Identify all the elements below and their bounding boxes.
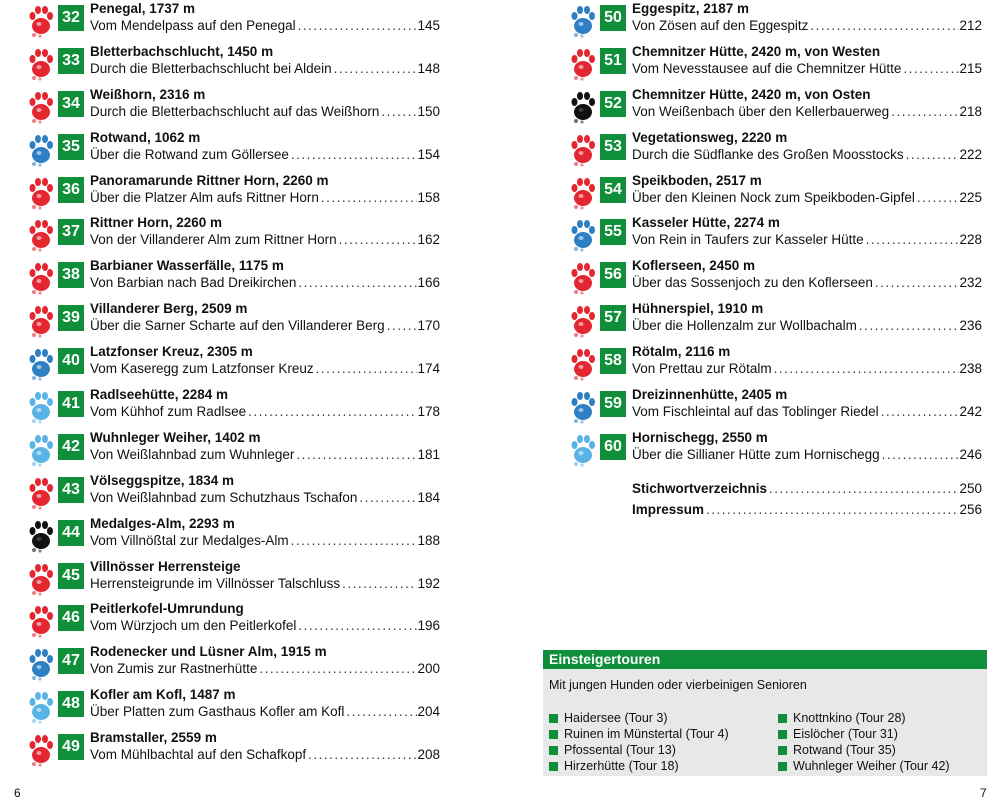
paw-icon — [28, 131, 54, 167]
page-reference: 215 — [959, 60, 982, 76]
tour-number-badge: 58 — [600, 348, 626, 374]
page-reference: 192 — [417, 575, 440, 591]
page-reference: 242 — [959, 404, 982, 420]
tour-description: Vom Villnößtal zur Medalges-Alm — [90, 532, 289, 548]
dot-leader — [379, 104, 417, 119]
tour-number-badge: 40 — [58, 348, 84, 374]
index-label: Impressum — [632, 502, 705, 517]
page-reference: 145 — [417, 18, 440, 33]
dot-leader — [257, 661, 417, 676]
dot-leader — [306, 747, 417, 762]
bullet-square-icon — [549, 762, 558, 771]
page-reference: 208 — [417, 747, 440, 763]
paw-icon — [570, 431, 596, 467]
tour-description: Über die Rotwand zum Göllersee — [90, 146, 289, 162]
beginner-tour-label: Eislöcher (Tour 31) — [793, 727, 898, 741]
tour-title: Radlseehütte, 2284 m — [90, 387, 229, 403]
toc-entry — [28, 600, 440, 643]
paw-icon — [570, 345, 596, 381]
tour-description: Vom Würzjoch um den Peitlerkofel — [90, 618, 297, 634]
dot-leader — [289, 147, 418, 162]
beginner-tour-item — [778, 726, 978, 742]
dot-leader — [296, 18, 418, 33]
tour-title: Koflerseen, 2450 m — [632, 258, 756, 274]
tour-number-badge: 42 — [58, 434, 84, 460]
tour-route-line — [632, 18, 982, 33]
tour-description: Vom Mendelpass auf den Penegal — [90, 18, 296, 33]
page-reference: 154 — [417, 146, 440, 162]
tour-route-line — [90, 104, 440, 119]
page-reference: 225 — [959, 189, 982, 205]
toc-entry — [28, 515, 440, 558]
paw-icon — [28, 431, 54, 467]
tour-description: Von Barbian nach Bad Dreikirchen — [90, 275, 297, 291]
beginner-tour-item — [549, 742, 749, 758]
toc-entry — [570, 129, 982, 172]
dot-leader — [864, 232, 960, 247]
tour-number-badge: 44 — [58, 520, 84, 546]
toc-entry — [570, 172, 982, 215]
tour-number-badge: 55 — [600, 219, 626, 245]
toc-entry — [28, 643, 440, 686]
bullet-square-icon — [549, 730, 558, 739]
toc-entry — [28, 472, 440, 515]
toc-entry — [28, 429, 440, 472]
paw-icon — [570, 2, 596, 38]
page-number-left: 6 — [14, 786, 21, 800]
tour-description: Von Zösen auf den Eggespitz — [632, 18, 809, 33]
tour-route-line — [90, 18, 440, 33]
paw-icon — [28, 45, 54, 81]
dot-leader — [915, 190, 960, 205]
index-entry — [632, 502, 982, 517]
beginner-tour-item — [778, 758, 978, 774]
dot-leader — [332, 61, 418, 76]
page-reference: 174 — [417, 361, 440, 377]
tour-number-badge: 54 — [600, 177, 626, 203]
tour-route-line — [632, 275, 982, 290]
page-reference: 148 — [417, 60, 440, 76]
bullet-square-icon — [549, 714, 558, 723]
paw-icon — [28, 602, 54, 638]
toc-entry — [28, 129, 440, 172]
tour-description: Über Platten zum Gasthaus Kofler am Kofl — [90, 704, 345, 720]
page-number-right: 7 — [980, 786, 987, 800]
tour-title: Dreizinnenhütte, 2405 m — [632, 387, 788, 403]
toc-entry — [28, 172, 440, 215]
tour-number-badge: 32 — [58, 5, 84, 31]
tour-title: Rittner Horn, 2260 m — [90, 215, 223, 231]
tour-route-line — [90, 61, 440, 76]
tour-route-line — [90, 447, 440, 462]
tour-route-line — [90, 232, 440, 247]
dot-leader — [314, 361, 418, 376]
tour-number-badge: 48 — [58, 691, 84, 717]
tour-number-badge: 50 — [600, 5, 626, 31]
dot-leader — [767, 481, 959, 496]
tour-title: Vegetationsweg, 2220 m — [632, 129, 788, 145]
bullet-square-icon — [549, 746, 558, 755]
beginner-tour-item — [778, 710, 978, 726]
page-reference: 158 — [417, 189, 440, 205]
index-label: Stichwortverzeichnis — [632, 481, 768, 496]
tour-title: Hühnerspiel, 1910 m — [632, 301, 764, 317]
toc-right-column — [570, 0, 982, 517]
toc-entry — [28, 386, 440, 429]
tour-title: Villanderer Berg, 2509 m — [90, 301, 248, 317]
tour-title: Wuhnleger Weiher, 1402 m — [90, 429, 261, 445]
tour-route-line — [632, 361, 982, 376]
paw-icon — [28, 560, 54, 596]
tour-number-badge: 45 — [58, 563, 84, 589]
box-list-left — [549, 710, 749, 774]
bullet-square-icon — [778, 746, 787, 755]
tour-description: Von Weißlahnbad zum Wuhnleger — [90, 446, 295, 462]
tour-route-line — [632, 190, 982, 205]
tour-route-line — [632, 232, 982, 247]
beginner-tour-item — [549, 710, 749, 726]
tour-number-badge: 51 — [600, 48, 626, 74]
paw-icon — [570, 131, 596, 167]
tour-number-badge: 49 — [58, 734, 84, 760]
tour-route-line — [90, 576, 440, 591]
paw-icon — [28, 302, 54, 338]
paw-icon — [28, 345, 54, 381]
tour-description: Über die Hollenzalm zur Wollbachalm — [632, 318, 857, 334]
tour-number-badge: 33 — [58, 48, 84, 74]
dot-leader — [319, 190, 418, 205]
paw-icon — [570, 45, 596, 81]
tour-number-badge: 56 — [600, 262, 626, 288]
page-reference: 256 — [959, 502, 982, 517]
tour-route-line — [90, 618, 440, 633]
tour-route-line — [632, 447, 982, 462]
toc-entry — [570, 386, 982, 429]
page-reference: 218 — [959, 103, 982, 119]
dot-leader — [246, 404, 417, 419]
tour-description: Vom Mühlbachtal auf den Schafkopf — [90, 747, 307, 763]
dot-leader — [873, 275, 960, 290]
beginner-tour-label: Ruinen im Münstertal (Tour 4) — [564, 727, 729, 741]
tour-description: Über das Sossenjoch zu den Koflerseen — [632, 275, 873, 291]
dot-leader — [294, 447, 417, 462]
tour-title: Panoramarunde Rittner Horn, 2260 m — [90, 172, 329, 188]
dot-leader — [296, 275, 417, 290]
page-reference: 188 — [417, 532, 440, 548]
dot-leader — [857, 318, 960, 333]
dot-leader — [772, 361, 960, 376]
tour-number-badge: 35 — [58, 134, 84, 160]
beginner-tour-label: Haidersee (Tour 3) — [564, 711, 668, 725]
tour-number-badge: 53 — [600, 134, 626, 160]
paw-icon — [28, 474, 54, 510]
tour-description: Herrensteigrunde im Villnösser Talschluss — [90, 575, 341, 591]
paw-icon — [570, 259, 596, 295]
toc-entry — [570, 343, 982, 386]
tour-title: Latzfonser Kreuz, 2305 m — [90, 344, 253, 360]
page-reference: 170 — [417, 318, 440, 334]
paw-icon — [28, 88, 54, 124]
toc-entry — [28, 214, 440, 257]
tour-description: Von Weißlahnbad zum Schutzhaus Tschafon — [90, 489, 358, 505]
paw-icon — [28, 216, 54, 252]
tour-title: Hornischegg, 2550 m — [632, 429, 768, 445]
beginner-tour-item — [549, 726, 749, 742]
page-reference: 150 — [417, 103, 440, 119]
paw-icon — [28, 174, 54, 210]
dot-leader — [357, 490, 417, 505]
toc-entry — [28, 729, 440, 772]
page-reference: 200 — [417, 661, 440, 677]
paw-icon — [28, 517, 54, 553]
toc-entry — [28, 686, 440, 729]
box-list-right — [778, 710, 978, 774]
tour-description: Vom Nevesstausee auf die Chemnitzer Hütte — [632, 60, 902, 76]
tour-description: Vom Fischleintal auf das Toblinger Riedel — [632, 404, 879, 420]
tour-title: Völseggspitze, 1834 m — [90, 472, 235, 488]
paw-icon — [570, 174, 596, 210]
tour-title: Kasseler Hütte, 2274 m — [632, 215, 780, 231]
tour-number-badge: 41 — [58, 391, 84, 417]
beginner-tour-label: Knottnkino (Tour 28) — [793, 711, 906, 725]
tour-number-badge: 36 — [58, 177, 84, 203]
dot-leader — [340, 576, 417, 591]
bullet-square-icon — [778, 730, 787, 739]
tour-number-badge: 46 — [58, 605, 84, 631]
tour-route-line — [90, 747, 440, 762]
toc-entry — [28, 43, 440, 86]
paw-icon — [570, 302, 596, 338]
tour-title: Penegal, 1737 m — [90, 1, 196, 16]
toc-left-column — [28, 0, 440, 772]
tour-description: Vom Kühhof zum Radlsee — [90, 404, 247, 420]
tour-route-line — [632, 104, 982, 119]
tour-description: Über den Kleinen Nock zum Speikboden-Gipfel — [632, 189, 915, 205]
dot-leader — [904, 147, 960, 162]
tour-title: Rotwand, 1062 m — [90, 129, 201, 145]
page-reference: 212 — [959, 18, 982, 33]
tour-route-line — [90, 318, 440, 333]
dot-leader — [808, 18, 959, 33]
tour-route-line — [90, 147, 440, 162]
tour-number-badge: 37 — [58, 219, 84, 245]
page-reference: 246 — [959, 446, 982, 462]
tour-description: Durch die Südflanke des Großen Moosstocks — [632, 146, 904, 162]
tour-title: Rötalm, 2116 m — [632, 344, 731, 360]
paw-icon — [28, 2, 54, 38]
dot-leader — [385, 318, 418, 333]
paw-icon — [28, 688, 54, 724]
dot-leader — [879, 404, 960, 419]
tour-route-line — [90, 490, 440, 505]
paw-icon — [28, 388, 54, 424]
tour-number-badge: 57 — [600, 305, 626, 331]
beginner-tour-item — [549, 758, 749, 774]
beginner-tours-box — [543, 650, 987, 776]
page-reference: 232 — [959, 275, 982, 291]
page-reference: 184 — [417, 489, 440, 505]
paw-icon — [570, 88, 596, 124]
beginner-tour-label: Wuhnleger Weiher (Tour 42) — [793, 759, 950, 773]
tour-title: Rodenecker und Lüsner Alm, 1915 m — [90, 644, 327, 660]
page-reference: 204 — [417, 704, 440, 720]
tour-route-line — [632, 318, 982, 333]
page-reference: 178 — [417, 404, 440, 420]
toc-entry — [28, 257, 440, 300]
page-reference: 238 — [959, 361, 982, 377]
toc-entry — [28, 300, 440, 343]
page-reference: 162 — [417, 232, 440, 248]
tour-route-line — [632, 404, 982, 419]
page-reference: 228 — [959, 232, 982, 248]
dot-leader — [296, 618, 417, 633]
tour-description: Von der Villanderer Alm zum Rittner Horn — [90, 232, 337, 248]
dot-leader — [889, 104, 959, 119]
tour-title: Peitlerkofel-Umrundung — [90, 601, 244, 617]
tour-title: Bramstaller, 2559 m — [90, 730, 217, 746]
page-reference: 166 — [417, 275, 440, 291]
tour-number-badge: 59 — [600, 391, 626, 417]
tour-route-line — [90, 661, 440, 676]
tour-number-badge: 52 — [600, 91, 626, 117]
tour-title: Chemnitzer Hütte, 2420 m, von Osten — [632, 86, 871, 102]
dot-leader — [880, 447, 960, 462]
toc-entry — [28, 558, 440, 601]
beginner-tour-label: Hirzerhütte (Tour 18) — [564, 759, 679, 773]
page-reference: 196 — [417, 618, 440, 634]
tour-route-line — [90, 361, 440, 376]
page-reference: 181 — [417, 446, 440, 462]
paw-icon — [28, 731, 54, 767]
bullet-square-icon — [778, 714, 787, 723]
beginner-tour-label: Rotwand (Tour 35) — [793, 743, 896, 757]
dot-leader — [344, 704, 417, 719]
toc-entry — [570, 43, 982, 86]
tour-route-line — [90, 533, 440, 548]
dot-leader — [901, 61, 959, 76]
toc-entry — [28, 86, 440, 129]
tour-description: Von Prettau zur Rötalm — [632, 361, 772, 377]
tour-description: Über die Sarner Scharte auf den Villanderer Berg — [90, 318, 385, 334]
tour-route-line — [90, 704, 440, 719]
tour-title: Speikboden, 2517 m — [632, 172, 762, 188]
tour-description: Durch die Bletterbachschlucht auf das Weißhorn — [90, 103, 380, 119]
toc-entry — [28, 0, 440, 43]
page-reference: 222 — [959, 146, 982, 162]
tour-route-line — [90, 404, 440, 419]
tour-number-badge: 43 — [58, 477, 84, 503]
tour-number-badge: 47 — [58, 648, 84, 674]
tour-title: Villnösser Herrensteige — [90, 558, 241, 574]
dot-leader — [289, 533, 418, 548]
beginner-tour-label: Pfossental (Tour 13) — [564, 743, 676, 757]
tour-title: Medalges-Alm, 2293 m — [90, 515, 235, 531]
toc-entry — [570, 214, 982, 257]
tour-title: Barbianer Wasserfälle, 1175 m — [90, 258, 284, 274]
toc-entry — [570, 257, 982, 300]
box-title: Einsteigertouren — [543, 650, 987, 669]
page-reference: 250 — [959, 481, 982, 496]
tour-number-badge: 34 — [58, 91, 84, 117]
box-subtitle: Mit jungen Hunden oder vierbeinigen Senioren — [549, 678, 807, 692]
tour-title: Chemnitzer Hütte, 2420 m, von Westen — [632, 43, 881, 59]
paw-icon — [570, 216, 596, 252]
tour-description: Vom Kaseregg zum Latzfonser Kreuz — [90, 361, 314, 377]
tour-description: Von Rein in Taufers zur Kasseler Hütte — [632, 232, 864, 248]
tour-number-badge: 38 — [58, 262, 84, 288]
tour-description: Über die Sillianer Hütte zum Hornischegg — [632, 446, 880, 462]
paw-icon — [28, 259, 54, 295]
index-entry — [632, 481, 982, 496]
toc-entry — [570, 0, 982, 43]
tour-number-badge: 39 — [58, 305, 84, 331]
beginner-tour-item — [778, 742, 978, 758]
tour-route-line — [632, 61, 982, 76]
tour-route-line — [90, 275, 440, 290]
tour-description: Über die Platzer Alm aufs Rittner Horn — [90, 189, 319, 205]
tour-title: Weißhorn, 2316 m — [90, 86, 206, 102]
dot-leader — [337, 232, 418, 247]
tour-title: Eggespitz, 2187 m — [632, 1, 750, 16]
tour-route-line — [90, 190, 440, 205]
toc-entry — [570, 300, 982, 343]
tour-title: Kofler am Kofl, 1487 m — [90, 687, 236, 703]
bullet-square-icon — [778, 762, 787, 771]
tour-description: Von Zumis zur Rastnerhütte — [90, 661, 258, 677]
toc-entry — [570, 429, 982, 472]
tour-title: Bletterbachschlucht, 1450 m — [90, 43, 274, 59]
tour-description: Von Weißenbach über den Kellerbauerweg — [632, 103, 890, 119]
dot-leader — [704, 502, 959, 517]
paw-icon — [570, 388, 596, 424]
paw-icon — [28, 645, 54, 681]
tour-number-badge: 60 — [600, 434, 626, 460]
page-reference: 236 — [959, 318, 982, 334]
toc-entry — [570, 86, 982, 129]
tour-description: Durch die Bletterbachschlucht bei Aldein — [90, 60, 332, 76]
tour-route-line — [632, 147, 982, 162]
toc-entry — [28, 343, 440, 386]
